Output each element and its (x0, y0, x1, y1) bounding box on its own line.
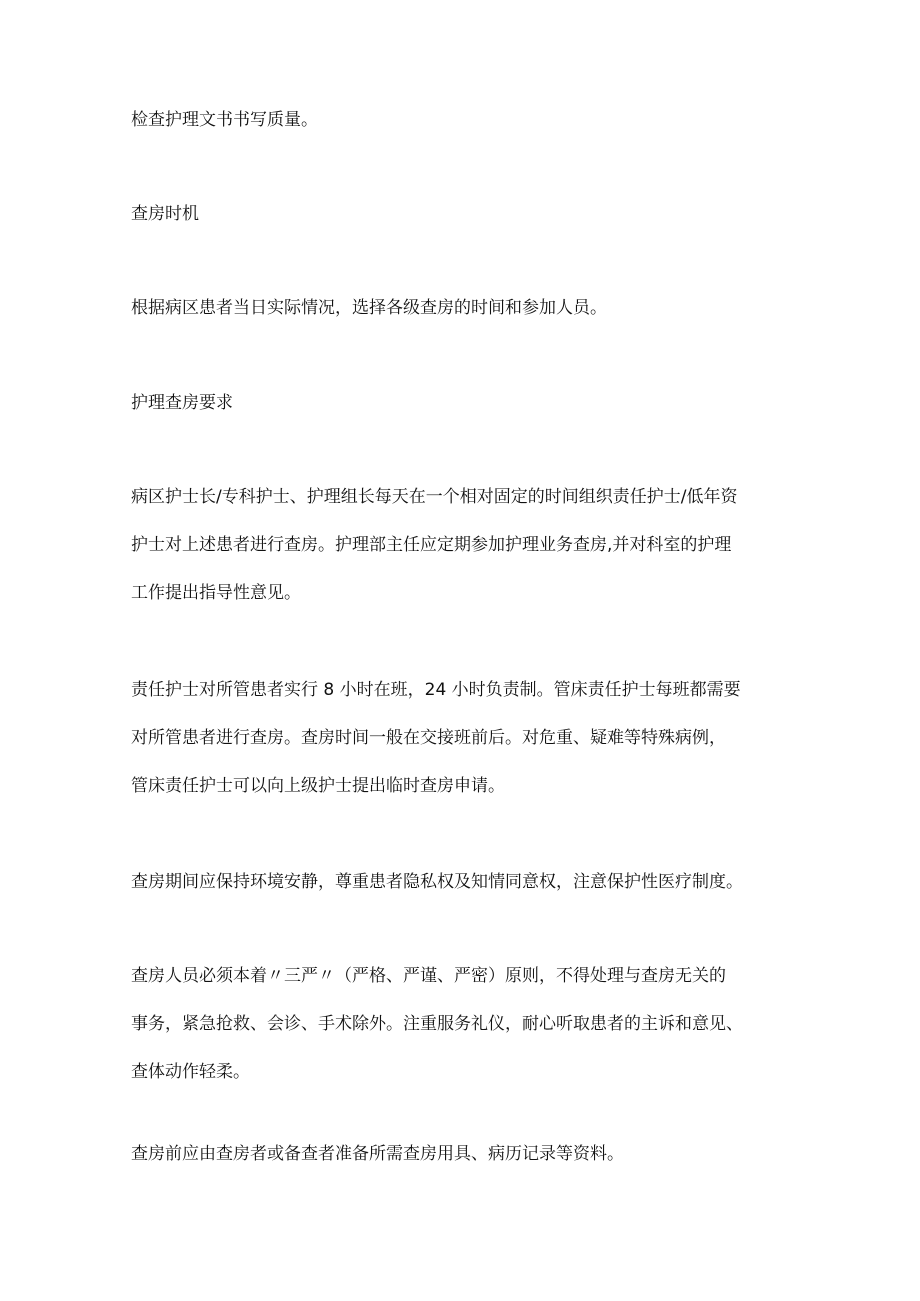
text-line: 查房人员必须本着〃三严〃（严格、严谨、严密）原则，不得处理与查房无关的 (131, 966, 726, 986)
text-line: 事务，紧急抢救、会诊、手术除外。注重服务礼仪，耐心听取患者的主诉和意见、 (131, 1014, 743, 1034)
text-line: 管床责任护士可以向上级护士提出临时查房申请。 (131, 776, 505, 796)
text-line: 对所管患者进行查房。查房时间一般在交接班前后。对危重、疑难等特殊病例， (131, 728, 726, 748)
paragraph-responsible-nurse (131, 680, 811, 797)
paragraph-preparation (131, 1144, 811, 1165)
text-line: 病区护士长/专科护士、护理组长每天在一个相对固定的时间组织责任护士/低年资 (131, 487, 738, 507)
text-line: 责任护士对所管患者实行 8 小时在班，24 小时负责制。管床责任护士每班都需要 (131, 680, 741, 700)
text-line: 查体动作轻柔。 (131, 1062, 250, 1082)
text-line: 查房期间应保持环境安静，尊重患者隐私权及知情同意权，注意保护性医疗制度。 (131, 872, 743, 892)
paragraph-environment (131, 872, 811, 893)
text-line: 根据病区患者当日实际情况，选择各级查房的时间和参加人员。 (131, 298, 607, 318)
text-line: 查房前应由查房者或备查者准备所需查房用具、病历记录等资料。 (131, 1144, 624, 1164)
text-line: 检查护理文书书写质量。 (131, 110, 318, 130)
heading-rounds-timing (131, 204, 811, 225)
paragraph-record-quality (131, 110, 811, 131)
text-line: 护理查房要求 (131, 393, 233, 413)
text-line: 护士对上述患者进行查房。护理部主任应定期参加护理业务查房,并对科室的护理 (131, 535, 732, 555)
text-line: 工作提出指导性意见。 (131, 583, 301, 603)
paragraph-three-strict (131, 966, 811, 1083)
paragraph-head-nurse-rounds (131, 487, 811, 604)
text-line: 查房时机 (131, 204, 199, 224)
paragraph-timing-detail (131, 298, 811, 319)
heading-rounds-requirements (131, 393, 811, 414)
